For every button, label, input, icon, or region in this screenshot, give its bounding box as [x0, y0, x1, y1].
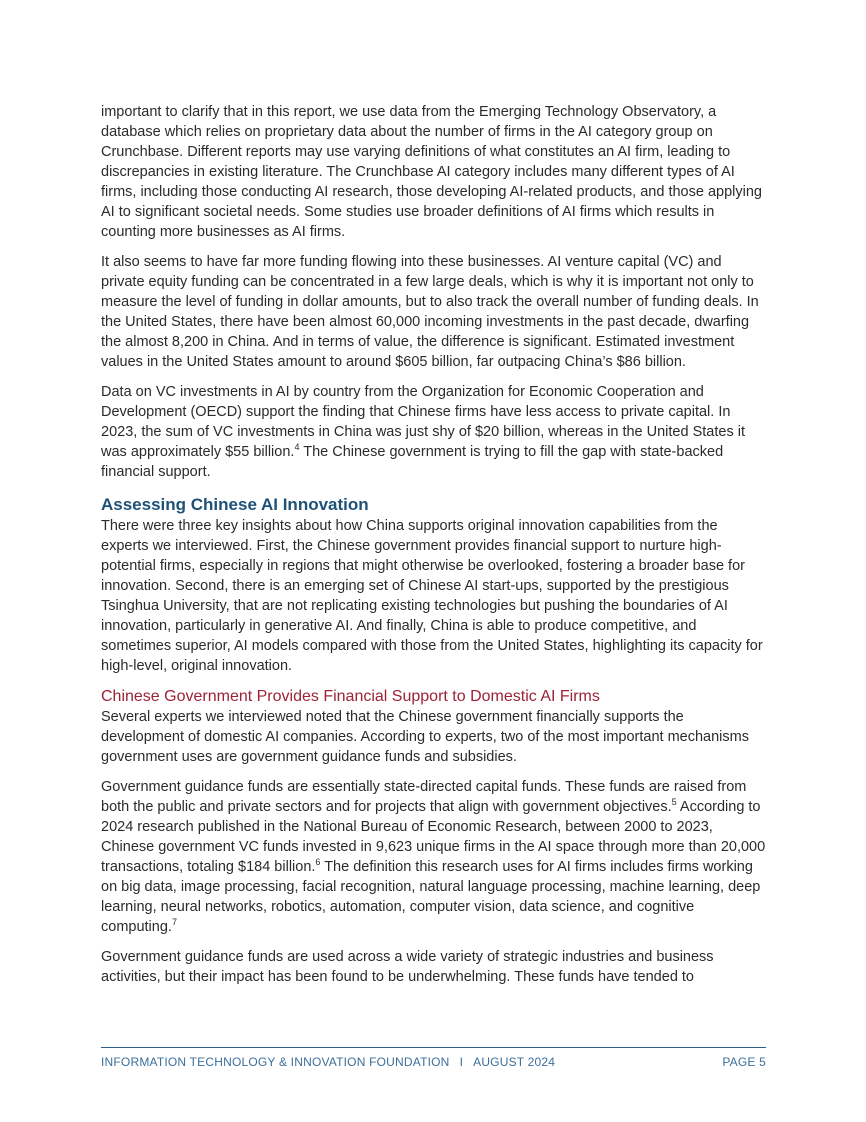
footer-page-number: PAGE 5: [722, 1055, 766, 1069]
page-footer: [101, 1055, 766, 1069]
paragraph-text: Data on VC investments in AI by country from the Organization for Economic Cooperation and Development (OECD) support the finding that Chinese firms have less access to private capital. In 2023, the sum of VC investments in China was just shy of $20 billion, whereas in the United States it was approximately $55 billion.: [101, 384, 745, 460]
footer-left: [101, 1055, 555, 1069]
paragraph-text: According to 2024 research published in the National Bureau of Economic Research, between 2000 to 2023, Chinese government VC funds invested in 9,623 unique firms in the AI space through more than 20,000 transactions, totaling $184 billion.: [101, 799, 766, 875]
footnote-ref[interactable]: 5: [671, 797, 677, 808]
document-body: [101, 102, 766, 997]
footer-date: AUGUST 2024: [473, 1055, 556, 1069]
paragraph-text: Government guidance funds are essentially state-directed capital funds. These funds are raised from both the public and private sectors and for projects that align with government objectives.: [101, 779, 747, 815]
paragraph-text: The Chinese government is trying to fill the gap with state-backed financial support.: [101, 444, 724, 480]
paragraph-key-insights: There were three key insights about how China supports original innovation capabilities from the experts we interviewed. First, the Chinese government provides financial support to nurture high-potential firms, especially in regions that might otherwise be overlooked, fostering a broader base for innovation. Second, there is an emerging set of Chinese AI start-ups, supported by the prestigious Tsinghua University, that are not replicating existing technologies but pushing the boundaries of AI innovation, particularly in generative AI. And finally, China is able to produce competitive, and sometimes superior, AI models compared with those from the United States, highlighting its capacity for high-level, original innovation.: [101, 518, 763, 674]
paragraph-funds-impact: Government guidance funds are used across a wide variety of strategic industries and business activities, but their impact has been found to be underwhelming. These funds have tended to: [101, 949, 714, 985]
section-heading-assessing: Assessing Chinese AI Innovation: [101, 495, 369, 514]
paragraph-experts-noted: Several experts we interviewed noted that the Chinese government financially supports the development of domestic AI companies. According to experts, two of the most important mechanisms government uses are government guidance funds and subsidies.: [101, 709, 749, 765]
footer-separator: I: [459, 1055, 464, 1069]
footer-divider: [101, 1047, 766, 1048]
paragraph-data-sources: important to clarify that in this report, we use data from the Emerging Technology Observatory, a database which relies on proprietary data about the number of firms in the AI category group on Crunchbase. Different reports may use varying definitions of what constitutes an AI firm, leading to discrepancies in existing literature. The Crunchbase AI category includes many different types of AI firms, including those conducting AI research, those developing AI-related products, and those applying AI to significant societal needs. Some studies use broader definitions of AI firms which results in counting more businesses as AI firms.: [101, 104, 762, 240]
footnote-ref[interactable]: 4: [294, 442, 300, 453]
footnote-ref[interactable]: 6: [315, 857, 321, 868]
subsection-heading-financial-support: Chinese Government Provides Financial Support to Domestic AI Firms: [101, 688, 600, 705]
paragraph-funding-flow: It also seems to have far more funding flowing into these businesses. AI venture capital (VC) and private equity funding can be concentrated in a few large deals, which is why it is important not only to measure the level of funding in dollar amounts, but to also track the overall number of funding deals. In the United States, there have been almost 60,000 incoming investments in the past decade, dwarfing the almost 8,200 in China. And in terms of value, the difference is significant. Estimated investment values in the United States amount to around $605 billion, far outpacing China’s $86 billion.: [101, 254, 759, 370]
footnote-ref[interactable]: 7: [171, 917, 177, 928]
paragraph-oecd-data: [101, 382, 766, 482]
paragraph-text: The definition this research uses for AI firms includes firms working on big data, image processing, facial recognition, natural language processing, machine learning, deep learning, neural networks, robotics, automation, computer vision, data science, and cognitive computing.: [101, 859, 761, 935]
footer-org: INFORMATION TECHNOLOGY & INNOVATION FOUNDATION: [101, 1055, 450, 1069]
paragraph-guidance-funds: [101, 777, 766, 937]
